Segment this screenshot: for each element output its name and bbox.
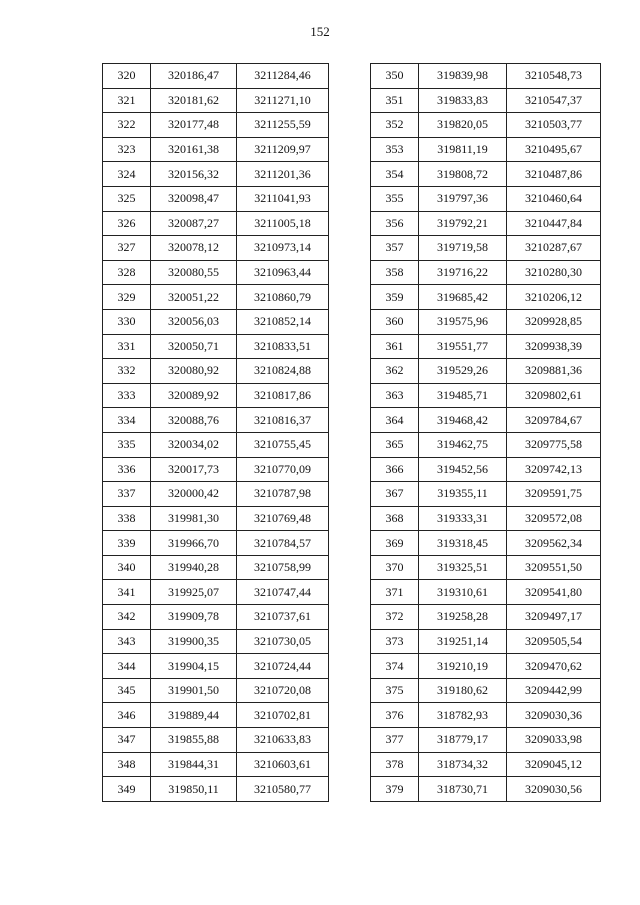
point-number-cell: 356 [371, 211, 419, 236]
y-coordinate-cell: 3210580,77 [237, 777, 329, 802]
table-row [371, 88, 601, 113]
point-number-cell: 361 [371, 334, 419, 359]
point-number-cell: 349 [103, 777, 151, 802]
table-row [371, 457, 601, 482]
table-row [103, 678, 329, 703]
x-coordinate-cell: 319719,58 [419, 236, 507, 261]
point-number-cell: 334 [103, 408, 151, 433]
table-row [371, 186, 601, 211]
x-coordinate-cell: 320080,55 [151, 260, 237, 285]
point-number-cell: 377 [371, 728, 419, 753]
x-coordinate-cell: 320186,47 [151, 64, 237, 89]
point-number-cell: 344 [103, 654, 151, 679]
table-row [371, 752, 601, 777]
table-row [103, 555, 329, 580]
x-coordinate-cell: 319468,42 [419, 408, 507, 433]
point-number-cell: 324 [103, 162, 151, 187]
point-number-cell: 321 [103, 88, 151, 113]
table-row [371, 359, 601, 384]
table-row [103, 260, 329, 285]
x-coordinate-cell: 319333,31 [419, 506, 507, 531]
y-coordinate-cell: 3209505,54 [507, 629, 601, 654]
point-number-cell: 369 [371, 531, 419, 556]
y-coordinate-cell: 3210860,79 [237, 285, 329, 310]
table-row [371, 113, 601, 138]
point-number-cell: 371 [371, 580, 419, 605]
x-coordinate-cell: 319210,19 [419, 654, 507, 679]
table-row [371, 629, 601, 654]
x-coordinate-cell: 320051,22 [151, 285, 237, 310]
y-coordinate-cell: 3210548,73 [507, 64, 601, 89]
x-coordinate-cell: 318779,17 [419, 728, 507, 753]
y-coordinate-cell: 3209030,36 [507, 703, 601, 728]
x-coordinate-cell: 320181,62 [151, 88, 237, 113]
table-row [371, 555, 601, 580]
x-coordinate-cell: 319901,50 [151, 678, 237, 703]
y-coordinate-cell: 3210730,05 [237, 629, 329, 654]
y-coordinate-cell: 3209881,36 [507, 359, 601, 384]
point-number-cell: 378 [371, 752, 419, 777]
table-row [103, 654, 329, 679]
point-number-cell: 370 [371, 555, 419, 580]
point-number-cell: 362 [371, 359, 419, 384]
table-row [371, 482, 601, 507]
x-coordinate-cell: 320161,38 [151, 137, 237, 162]
x-coordinate-cell: 319900,35 [151, 629, 237, 654]
x-coordinate-cell: 319966,70 [151, 531, 237, 556]
x-coordinate-cell: 319462,75 [419, 432, 507, 457]
point-number-cell: 339 [103, 531, 151, 556]
y-coordinate-cell: 3209551,50 [507, 555, 601, 580]
y-coordinate-cell: 3210973,14 [237, 236, 329, 261]
y-coordinate-cell: 3210503,77 [507, 113, 601, 138]
point-number-cell: 367 [371, 482, 419, 507]
y-coordinate-cell: 3210769,48 [237, 506, 329, 531]
y-coordinate-cell: 3211271,10 [237, 88, 329, 113]
table-row [371, 654, 601, 679]
table-row [371, 285, 601, 310]
x-coordinate-cell: 319909,78 [151, 605, 237, 630]
x-coordinate-cell: 319820,05 [419, 113, 507, 138]
table-row [103, 777, 329, 802]
point-number-cell: 332 [103, 359, 151, 384]
table-row [371, 137, 601, 162]
point-number-cell: 379 [371, 777, 419, 802]
table-row [103, 703, 329, 728]
x-coordinate-cell: 320087,27 [151, 211, 237, 236]
point-number-cell: 327 [103, 236, 151, 261]
x-coordinate-cell: 319940,28 [151, 555, 237, 580]
table-row [103, 186, 329, 211]
y-coordinate-cell: 3209030,56 [507, 777, 601, 802]
table-row [371, 64, 601, 89]
x-coordinate-cell: 319904,15 [151, 654, 237, 679]
point-number-cell: 336 [103, 457, 151, 482]
y-coordinate-cell: 3211041,93 [237, 186, 329, 211]
point-number-cell: 351 [371, 88, 419, 113]
table-row [103, 408, 329, 433]
table-row [103, 457, 329, 482]
point-number-cell: 345 [103, 678, 151, 703]
x-coordinate-cell: 318734,32 [419, 752, 507, 777]
table-row [103, 605, 329, 630]
coordinates-table-right [370, 63, 601, 802]
y-coordinate-cell: 3210447,84 [507, 211, 601, 236]
point-number-cell: 337 [103, 482, 151, 507]
x-coordinate-cell: 319850,11 [151, 777, 237, 802]
point-number-cell: 346 [103, 703, 151, 728]
table-row [371, 703, 601, 728]
point-number-cell: 363 [371, 383, 419, 408]
table-row [103, 88, 329, 113]
point-number-cell: 365 [371, 432, 419, 457]
y-coordinate-cell: 3209541,80 [507, 580, 601, 605]
point-number-cell: 358 [371, 260, 419, 285]
y-coordinate-cell: 3209928,85 [507, 309, 601, 334]
y-coordinate-cell: 3210816,37 [237, 408, 329, 433]
page-number: 152 [310, 24, 330, 39]
table-row [371, 432, 601, 457]
table-row [103, 629, 329, 654]
y-coordinate-cell: 3209497,17 [507, 605, 601, 630]
x-coordinate-cell: 320000,42 [151, 482, 237, 507]
y-coordinate-cell: 3209033,98 [507, 728, 601, 753]
table-row [103, 309, 329, 334]
point-number-cell: 368 [371, 506, 419, 531]
point-number-cell: 376 [371, 703, 419, 728]
point-number-cell: 340 [103, 555, 151, 580]
table-row [371, 162, 601, 187]
table-row [103, 334, 329, 359]
point-number-cell: 322 [103, 113, 151, 138]
y-coordinate-cell: 3209442,99 [507, 678, 601, 703]
y-coordinate-cell: 3210460,64 [507, 186, 601, 211]
table-row [371, 309, 601, 334]
y-coordinate-cell: 3211284,46 [237, 64, 329, 89]
table-row [371, 531, 601, 556]
x-coordinate-cell: 319355,11 [419, 482, 507, 507]
table-row [371, 678, 601, 703]
point-number-cell: 335 [103, 432, 151, 457]
x-coordinate-cell: 320156,32 [151, 162, 237, 187]
y-coordinate-cell: 3209802,61 [507, 383, 601, 408]
x-coordinate-cell: 319318,45 [419, 531, 507, 556]
x-coordinate-cell: 319529,26 [419, 359, 507, 384]
table-row [103, 211, 329, 236]
table-row [103, 162, 329, 187]
point-number-cell: 347 [103, 728, 151, 753]
point-number-cell: 364 [371, 408, 419, 433]
x-coordinate-cell: 319180,62 [419, 678, 507, 703]
x-coordinate-cell: 320034,02 [151, 432, 237, 457]
y-coordinate-cell: 3210817,86 [237, 383, 329, 408]
x-coordinate-cell: 319551,77 [419, 334, 507, 359]
y-coordinate-cell: 3210758,99 [237, 555, 329, 580]
y-coordinate-cell: 3210702,81 [237, 703, 329, 728]
point-number-cell: 343 [103, 629, 151, 654]
point-number-cell: 328 [103, 260, 151, 285]
y-coordinate-cell: 3210852,14 [237, 309, 329, 334]
table-row [371, 260, 601, 285]
point-number-cell: 359 [371, 285, 419, 310]
x-coordinate-cell: 319792,21 [419, 211, 507, 236]
point-number-cell: 329 [103, 285, 151, 310]
x-coordinate-cell: 319833,83 [419, 88, 507, 113]
y-coordinate-cell: 3210747,44 [237, 580, 329, 605]
coordinates-table-left [102, 63, 329, 802]
table-row [103, 113, 329, 138]
x-coordinate-cell: 319485,71 [419, 383, 507, 408]
x-coordinate-cell: 319855,88 [151, 728, 237, 753]
y-coordinate-cell: 3210784,57 [237, 531, 329, 556]
point-number-cell: 323 [103, 137, 151, 162]
y-coordinate-cell: 3210495,67 [507, 137, 601, 162]
table-row [103, 359, 329, 384]
y-coordinate-cell: 3210280,30 [507, 260, 601, 285]
x-coordinate-cell: 320080,92 [151, 359, 237, 384]
y-coordinate-cell: 3211005,18 [237, 211, 329, 236]
point-number-cell: 375 [371, 678, 419, 703]
x-coordinate-cell: 319981,30 [151, 506, 237, 531]
x-coordinate-cell: 320088,76 [151, 408, 237, 433]
table-row [371, 777, 601, 802]
y-coordinate-cell: 3209742,13 [507, 457, 601, 482]
y-coordinate-cell: 3210833,51 [237, 334, 329, 359]
table-row [103, 236, 329, 261]
table-row [103, 752, 329, 777]
y-coordinate-cell: 3209591,75 [507, 482, 601, 507]
x-coordinate-cell: 319685,42 [419, 285, 507, 310]
table-row [103, 432, 329, 457]
x-coordinate-cell: 319716,22 [419, 260, 507, 285]
y-coordinate-cell: 3209045,12 [507, 752, 601, 777]
x-coordinate-cell: 319811,19 [419, 137, 507, 162]
y-coordinate-cell: 3209470,62 [507, 654, 601, 679]
x-coordinate-cell: 320078,12 [151, 236, 237, 261]
y-coordinate-cell: 3210287,67 [507, 236, 601, 261]
y-coordinate-cell: 3211209,97 [237, 137, 329, 162]
table-row [103, 728, 329, 753]
point-number-cell: 357 [371, 236, 419, 261]
point-number-cell: 372 [371, 605, 419, 630]
point-number-cell: 326 [103, 211, 151, 236]
y-coordinate-cell: 3210603,61 [237, 752, 329, 777]
point-number-cell: 354 [371, 162, 419, 187]
y-coordinate-cell: 3210724,44 [237, 654, 329, 679]
table-row [371, 211, 601, 236]
table-row [371, 728, 601, 753]
x-coordinate-cell: 319925,07 [151, 580, 237, 605]
y-coordinate-cell: 3209775,58 [507, 432, 601, 457]
y-coordinate-cell: 3210770,09 [237, 457, 329, 482]
table-row [103, 506, 329, 531]
table-row [371, 408, 601, 433]
x-coordinate-cell: 320177,48 [151, 113, 237, 138]
y-coordinate-cell: 3210547,37 [507, 88, 601, 113]
x-coordinate-cell: 318730,71 [419, 777, 507, 802]
point-number-cell: 330 [103, 309, 151, 334]
point-number-cell: 342 [103, 605, 151, 630]
x-coordinate-cell: 319452,56 [419, 457, 507, 482]
y-coordinate-cell: 3209572,08 [507, 506, 601, 531]
table-row [371, 334, 601, 359]
table-row [103, 383, 329, 408]
x-coordinate-cell: 319325,51 [419, 555, 507, 580]
point-number-cell: 352 [371, 113, 419, 138]
point-number-cell: 338 [103, 506, 151, 531]
y-coordinate-cell: 3210487,86 [507, 162, 601, 187]
y-coordinate-cell: 3210720,08 [237, 678, 329, 703]
y-coordinate-cell: 3211255,59 [237, 113, 329, 138]
y-coordinate-cell: 3210787,98 [237, 482, 329, 507]
x-coordinate-cell: 320098,47 [151, 186, 237, 211]
table-row [371, 605, 601, 630]
point-number-cell: 348 [103, 752, 151, 777]
y-coordinate-cell: 3210206,12 [507, 285, 601, 310]
table-row [103, 137, 329, 162]
table-row [103, 580, 329, 605]
x-coordinate-cell: 319258,28 [419, 605, 507, 630]
x-coordinate-cell: 319889,44 [151, 703, 237, 728]
y-coordinate-cell: 3211201,36 [237, 162, 329, 187]
point-number-cell: 325 [103, 186, 151, 211]
point-number-cell: 333 [103, 383, 151, 408]
point-number-cell: 341 [103, 580, 151, 605]
point-number-cell: 350 [371, 64, 419, 89]
x-coordinate-cell: 319808,72 [419, 162, 507, 187]
table-row [371, 580, 601, 605]
y-coordinate-cell: 3210737,61 [237, 605, 329, 630]
x-coordinate-cell: 319839,98 [419, 64, 507, 89]
y-coordinate-cell: 3210824,88 [237, 359, 329, 384]
x-coordinate-cell: 318782,93 [419, 703, 507, 728]
point-number-cell: 374 [371, 654, 419, 679]
table-row [103, 285, 329, 310]
y-coordinate-cell: 3210755,45 [237, 432, 329, 457]
x-coordinate-cell: 320089,92 [151, 383, 237, 408]
point-number-cell: 355 [371, 186, 419, 211]
x-coordinate-cell: 320017,73 [151, 457, 237, 482]
y-coordinate-cell: 3210633,83 [237, 728, 329, 753]
x-coordinate-cell: 319844,31 [151, 752, 237, 777]
table-row [103, 64, 329, 89]
point-number-cell: 360 [371, 309, 419, 334]
x-coordinate-cell: 319575,96 [419, 309, 507, 334]
point-number-cell: 353 [371, 137, 419, 162]
point-number-cell: 373 [371, 629, 419, 654]
y-coordinate-cell: 3209784,67 [507, 408, 601, 433]
table-row [103, 531, 329, 556]
table-row [103, 482, 329, 507]
table-row [371, 236, 601, 261]
point-number-cell: 331 [103, 334, 151, 359]
x-coordinate-cell: 319310,61 [419, 580, 507, 605]
x-coordinate-cell: 320050,71 [151, 334, 237, 359]
table-row [371, 383, 601, 408]
y-coordinate-cell: 3209938,39 [507, 334, 601, 359]
y-coordinate-cell: 3209562,34 [507, 531, 601, 556]
table-row [371, 506, 601, 531]
x-coordinate-cell: 320056,03 [151, 309, 237, 334]
x-coordinate-cell: 319797,36 [419, 186, 507, 211]
y-coordinate-cell: 3210963,44 [237, 260, 329, 285]
x-coordinate-cell: 319251,14 [419, 629, 507, 654]
point-number-cell: 320 [103, 64, 151, 89]
point-number-cell: 366 [371, 457, 419, 482]
